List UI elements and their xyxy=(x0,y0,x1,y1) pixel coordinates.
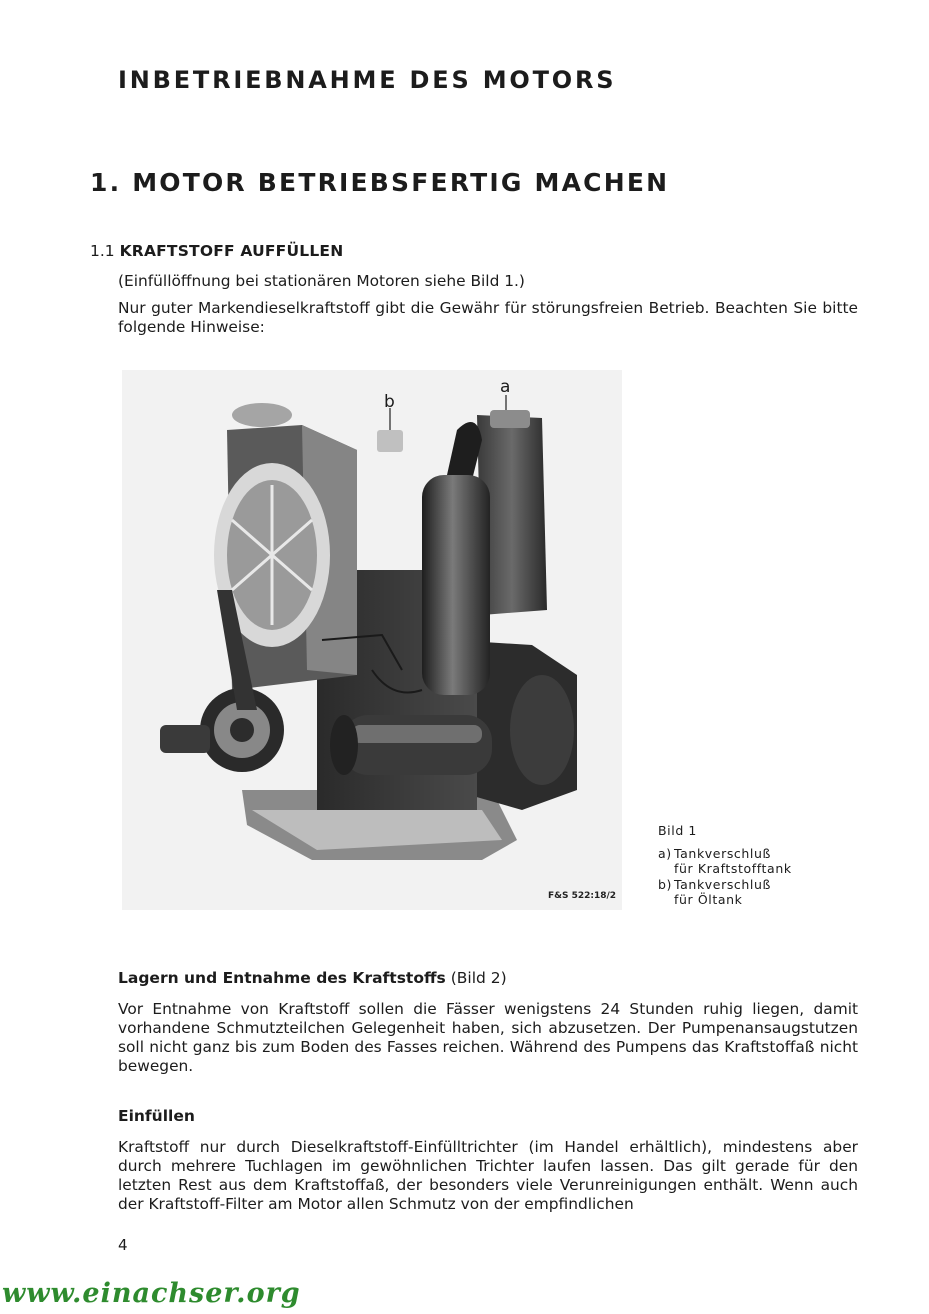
storage-paragraph: Vor Entnahme von Kraftstoff sollen die Fässer wenigstens 24 Stunden ruhig liegen, damit vorhandene Schmutzteilchen Gelegenheit haben, sich abzusetzen. Der Pumpenansaugstutzen soll nicht ganz bis zum Boden des Fasses reichen. Während des Pumpens das Kraftstoffaß nicht bewegen. xyxy=(118,1000,858,1075)
watermark: www.einachser.org xyxy=(2,1278,301,1309)
legend-line: für Öltank xyxy=(674,892,743,907)
caption-title: Bild 1 xyxy=(658,823,697,838)
subsection-number: 1.1 xyxy=(90,242,115,260)
storage-heading xyxy=(118,969,507,987)
label-b: b xyxy=(384,392,395,412)
page-title: INBETRIEBNAHME DES MOTORS xyxy=(118,66,617,94)
figure-caption xyxy=(658,823,792,908)
intro-paragraph-1: (Einfüllöffnung bei stationären Motoren siehe Bild 1.) xyxy=(118,272,525,290)
figure-reference-code: F&S 522:18/2 xyxy=(548,891,617,901)
subsection-title: KRAFTSTOFF AUFFÜLLEN xyxy=(119,242,344,260)
storage-heading-ref: (Bild 2) xyxy=(450,969,507,987)
legend-key: b) xyxy=(658,876,673,892)
filling-heading-text: Einfüllen xyxy=(118,1107,195,1125)
legend-item xyxy=(658,877,792,908)
page-number: 4 xyxy=(118,1236,128,1254)
storage-heading-text: Lagern und Entnahme des Kraftstoffs xyxy=(118,969,446,987)
legend-line: Tankverschluß xyxy=(674,876,771,892)
engine-illustration xyxy=(122,370,622,910)
legend-line: Tankverschluß xyxy=(674,845,771,861)
engine-photo xyxy=(122,370,622,910)
legend-key: a) xyxy=(658,845,672,861)
section-title: 1. MOTOR BETRIEBSFERTIG MACHEN xyxy=(90,168,670,197)
filling-paragraph: Kraftstoff nur durch Dieselkraftstoff-Einfülltrichter (im Handel erhältlich), mindestens aber durch mehrere Tuchlagen im gewöhnlichen Trichter laufen lassen. Das gilt gerade für den letzten Rest aus dem Kraftstoffaß, der besonders viele Verunreinigungen enthält. Wenn auch der Kraftstoff-Filter am Motor allen Schmutz von der empfindlichen xyxy=(118,1138,858,1213)
filling-heading xyxy=(118,1107,195,1125)
label-a: a xyxy=(500,377,511,397)
subsection-heading xyxy=(90,242,343,260)
legend-item xyxy=(658,846,792,877)
legend-line: für Kraftstofftank xyxy=(674,861,792,876)
intro-paragraph-2: Nur guter Markendieselkraftstoff gibt die Gewähr für störungsfreien Betrieb. Beachten Sie bitte folgende Hinweise: xyxy=(118,299,858,336)
